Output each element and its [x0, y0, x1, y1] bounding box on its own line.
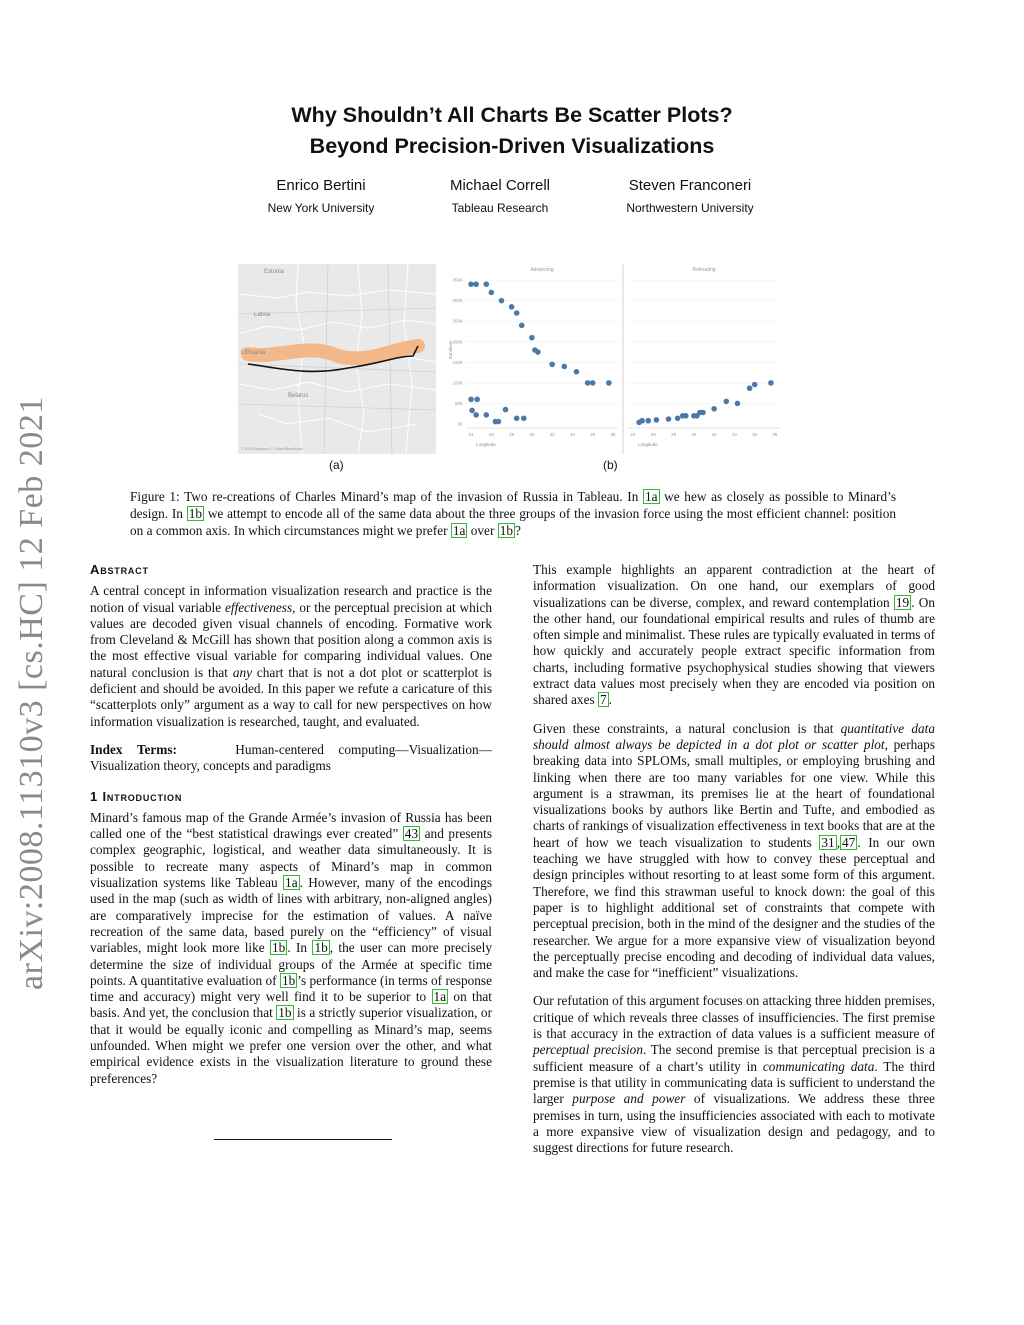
x-axis-label: Longitude [638, 442, 658, 447]
data-point [747, 385, 753, 391]
intro-heading: 1 Introduction [90, 788, 183, 804]
data-point [473, 281, 479, 287]
figure-ref-link[interactable]: 1b [278, 1005, 292, 1021]
left-column [90, 562, 492, 1087]
x-tick-label: 28 [509, 432, 515, 437]
figure-ref-link[interactable]: 1b [272, 940, 286, 956]
x-tick-label: 32 [711, 432, 717, 437]
figure-ref-link[interactable]: 1a [644, 489, 658, 504]
caption-text: over [467, 523, 498, 538]
x-tick-label: 34 [731, 432, 737, 437]
data-point [473, 412, 479, 418]
data-point [768, 380, 774, 386]
map-credit: © 2020 Mapbox © OpenStreetMap [241, 446, 303, 451]
figure-label-a: (a) [329, 458, 344, 472]
map-label-lithuania: Lithuania [241, 350, 266, 356]
data-point [519, 323, 525, 329]
y-tick-label: 0K [457, 421, 463, 427]
scatter-svg [446, 264, 784, 454]
data-point [535, 349, 541, 355]
data-point [675, 415, 681, 421]
data-point [735, 401, 741, 407]
data-point [606, 380, 612, 386]
figure-label-b: (b) [603, 458, 618, 472]
index-terms-text: Human-centered computing—Visualization—Visualization theory, concepts and paradigms [90, 741, 493, 774]
y-tick-label: 150K [452, 359, 463, 365]
arxiv-identifier: arXiv:2008.11310v3 [cs.HC] 12 Feb 2021 [13, 396, 50, 990]
citation-link[interactable]: 43 [404, 826, 419, 842]
citation-link[interactable]: 19 [895, 594, 910, 610]
figure-ref-link[interactable]: 1b [499, 523, 514, 538]
author-2 [390, 176, 610, 217]
data-point [752, 382, 758, 388]
right-column [533, 562, 935, 1156]
data-point [723, 399, 729, 405]
chart-title: Advancing [530, 267, 554, 273]
figure-1 [238, 264, 784, 454]
chart-title: Retreating [692, 267, 716, 273]
minard-map-svg [238, 264, 436, 454]
y-tick-label: 250K [452, 318, 463, 324]
data-point [521, 415, 527, 421]
data-point [483, 412, 489, 418]
right-paragraph-3: Our refutation of this argument focuses on attacking three hidden premises, critique of which reveals three classes of insufficiencies. The first premise is that accuracy in the extraction of data values is a sufficient measure of perceptual precision. The second premise is that perceptual precision is a sufficient measure of a chart’s utility in communicating data. The third premise is that utility in communicating data is sufficient to understand the larger purpose and power of visualizations. We address these three premises in turn, using the insufficiencies associated with each to motivate a more expansive view of visualization design and pedagogy, and to suggest directions for future research. [533, 993, 935, 1156]
x-tick-label: 24 [630, 432, 636, 437]
y-tick-label: 350K [452, 277, 463, 283]
intro-paragraph: Minard’s famous map of the Grande Armée’s invasion of Russia has been called one of the “best statistical drawings ever created” 43 and presents complex geographic, logistical, and weather data simultaneously. It is possible to recreate many aspects of Minard’s map in common visualization systems like Tableau 1a . However, many of the encodings used in the map (such as width of lines with arbitrary, non-aligned angles) are comparatively imprecise for the estimation of values. A naïve recreation of the same data, based purely on the “efficiency” of visual variables, might look more like 1b . In 1b , the user can more precisely determine the size of individual groups of the Armée at specific time points. A quantitative evaluation of 1b ’s performance (in terms of response time and accuracy) might very well find it to be superior to 1a on that basis. And yet, the conclusion that 1b is a strictly superior visualization, or that it would be equally iconic and compelling as Minard’s map, seems unfounded. When might we prefer one version over the other, and what empirical evidence exists in the visualization literature to ground these preferences? [90, 809, 492, 1086]
right-paragraph-1: This example highlights an apparent contradiction at the heart of information visualization. On one hand, our exemplars of good visualizations can be diverse, complex, and reward contemplation 19 . On the other hand, our foundational empirical results and rules of thumb are often simple and minimalist. These rules are typically evaluated in terms of how quickly and accurately people extract specific information from charts, including formative psychophysical studies showing that viewers extract data values most precisely when they are encoded via position on shared axes 7 . [533, 562, 935, 708]
x-tick-label: 28 [671, 432, 677, 437]
footnote-rule [214, 1139, 392, 1140]
data-point [474, 397, 480, 403]
x-tick-label: 26 [488, 432, 494, 437]
data-point [469, 408, 475, 414]
x-tick-label: 32 [549, 432, 555, 437]
data-point [489, 290, 495, 296]
y-tick-label: 50K [454, 400, 463, 406]
right-paragraph-2: Given these constraints, a natural conclusion is that quantitative data should almost always be depicted in a dot plot or scatter plot, perhaps breaking data into SPLOMs, small multiples, or employing brushing and linking when there are too many variables for one view. While this argument is a strawman, its premises lie at the heart of foundational visualizations books by authors like Bertin and Tufte, and embodied as charts of rankings of visualization effectiveness in text books that are at the heart of how we teach visualization to students 31 , 47 . In our own teaching we have struggled with how to convey these perceptual and design principles without resorting to at least some form of this argument. Therefore, we find this strawman useful to knock down: the goal of this paper is to highlight additional set of constraints that compete with perceptual precision, both in the mind of the designer and the studies of the researcher. We argue for a more expansive view of visualization beyond the perceptually precise encoding and decoding of individual data values, and make the case for “inefficient” visualizations. [533, 720, 935, 981]
y-tick-label: 300K [452, 298, 463, 304]
figure-ref-link[interactable]: 1a [433, 989, 447, 1005]
x-tick-label: 36 [752, 432, 758, 437]
data-point [529, 335, 535, 341]
caption-text: we attempt to encode all of the same data about the three groups of the invasion force using the most efficient channel: position on a common axis. In which circumstances might we prefer [130, 506, 896, 538]
map-label-estonia: Estonia [264, 269, 285, 275]
figure-1a-map [238, 264, 436, 454]
data-point [499, 298, 505, 304]
data-point [468, 397, 474, 403]
data-point [585, 380, 591, 386]
caption-text: ? [515, 523, 521, 538]
x-tick-label: 24 [468, 432, 474, 437]
index-terms-label: Index Terms: [90, 741, 177, 757]
data-point [666, 416, 672, 422]
author-3 [580, 176, 800, 217]
map-label-latvia: Latvia [254, 312, 271, 318]
map-label-belarus: Belarus [288, 393, 309, 399]
caption-text: Figure 1: Two re-creations of Charles Minard’s map of the invasion of Russia in Tableau. In [130, 489, 643, 504]
x-tick-label: 26 [650, 432, 656, 437]
x-tick-label: 30 [691, 432, 697, 437]
figure-ref-link[interactable]: 1b [188, 506, 203, 521]
figure-caption [130, 488, 896, 539]
x-tick-label: 38 [610, 432, 616, 437]
data-point [639, 418, 645, 424]
data-point [496, 419, 502, 425]
x-tick-label: 34 [569, 432, 575, 437]
figure-ref-link[interactable]: 1b [281, 972, 296, 988]
y-tick-label: 200K [452, 339, 463, 345]
data-point [711, 406, 717, 412]
x-axis-label: Longitude [476, 442, 496, 447]
title-line-2: Beyond Precision-Driven Visualizations [309, 134, 715, 158]
figure-ref-link[interactable]: 1b [314, 940, 328, 956]
data-point [514, 415, 520, 421]
x-tick-label: 30 [529, 432, 535, 437]
data-point [509, 304, 515, 310]
citation-link[interactable]: 31 [821, 834, 835, 850]
data-point [700, 410, 706, 416]
data-point [468, 281, 474, 287]
data-point [561, 364, 567, 370]
data-point [574, 369, 580, 375]
data-point [590, 380, 596, 386]
data-point [514, 310, 520, 316]
data-point [683, 413, 689, 419]
author-affiliation: Tableau Research [451, 201, 549, 215]
figure-ref-link[interactable]: 1a [452, 523, 466, 538]
abstract-heading: Abstract [90, 562, 149, 577]
figure-ref-link[interactable]: 1a [285, 875, 298, 891]
x-tick-label: 36 [590, 432, 596, 437]
data-point [483, 281, 489, 287]
y-axis-label: Survivors [448, 340, 453, 360]
author-name: Steven Franconeri [628, 177, 752, 194]
index-terms [90, 742, 492, 775]
author-affiliation: New York University [267, 201, 375, 215]
author-name: Enrico Bertini [276, 177, 366, 194]
y-tick-label: 100K [452, 380, 463, 386]
data-point [503, 407, 509, 413]
paper-title [170, 100, 854, 162]
data-point [549, 362, 555, 368]
author-name: Michael Correll [449, 177, 551, 194]
x-tick-label: 38 [772, 432, 778, 437]
data-point [645, 418, 651, 424]
figure-1b-scatter [446, 264, 784, 454]
citation-link[interactable]: 47 [842, 834, 856, 850]
data-point [654, 417, 660, 423]
advance-path [248, 346, 418, 358]
caption-text: we hew as closely as possible to Minard’s design. In [130, 489, 896, 521]
citation-link[interactable]: 7 [599, 692, 607, 708]
author-affiliation: Northwestern University [626, 201, 754, 215]
title-line-1: Why Shouldn’t All Charts Be Scatter Plots? [291, 103, 733, 127]
abstract-text: A central concept in information visualization research and practice is the notion of visual variable effectiveness, or the perceptual precision at which values are decoded given visual channels of encoding. Formative work from Cleveland & McGill has shown that position along a common axis is the most effective visual variable for comparing individual values. One natural conclusion is that any chart that is not a dot plot or scatterplot is deficient and should be avoided. In this paper we refute a caricature of this “scatterplots only” argument as a way to call for new perspectives on how information visualization is researched, taught, and evaluated. [90, 583, 492, 729]
